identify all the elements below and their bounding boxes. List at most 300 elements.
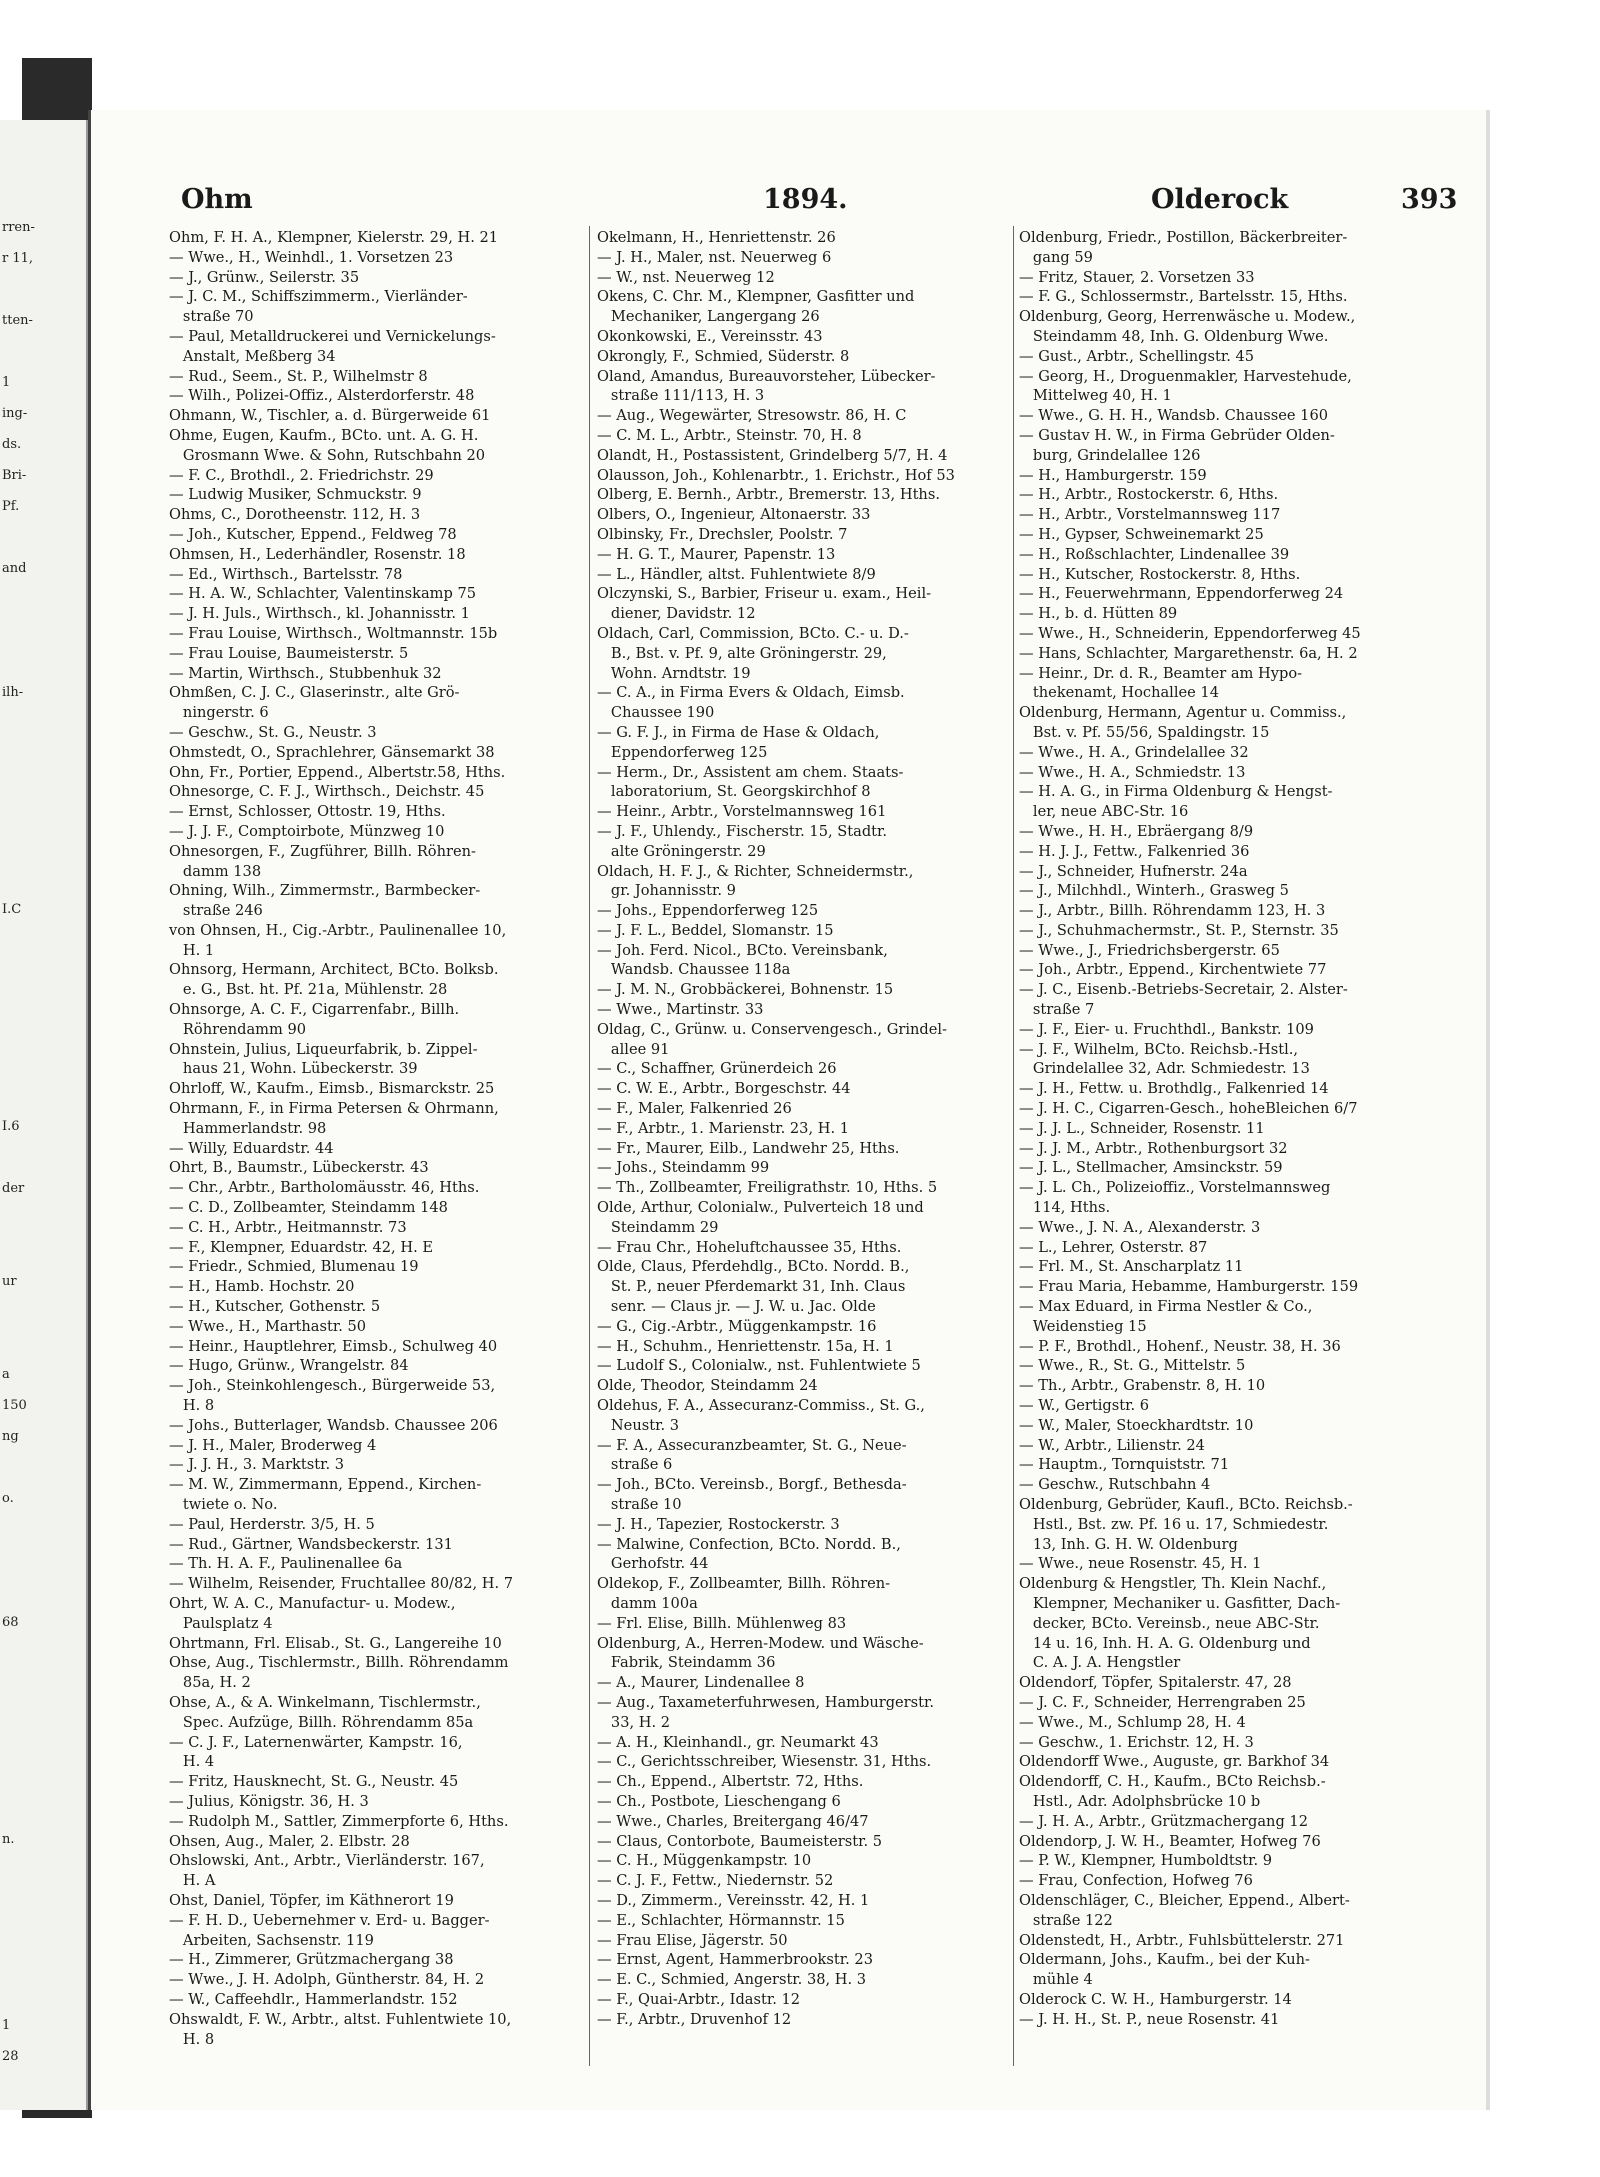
directory-entry-line: haus 21, Wohn. Lübeckerstr. 39	[169, 1060, 418, 1078]
directory-entry-line: Anstalt, Meßberg 34	[169, 347, 336, 365]
directory-entry-line: — Ch., Postbote, Lieschengang 6	[597, 1792, 841, 1810]
directory-entry-line: — E., Schlachter, Hörmannstr. 15	[597, 1911, 845, 1929]
directory-entry-line: Oldenschläger, C., Bleicher, Eppend., Albert-	[1019, 1891, 1350, 1909]
margin-fragment: a	[2, 1367, 10, 1382]
margin-fragment: n.	[2, 1832, 15, 1847]
directory-entry-line: — J. L. Ch., Polizeioffiz., Vorstelmannsweg	[1019, 1179, 1331, 1197]
directory-entry-line: — Wilhelm, Reisender, Fruchtallee 80/82, H. 7	[169, 1575, 514, 1593]
directory-entry-line: Ohnsorg, Hermann, Architect, BCto. Bolksb.	[169, 961, 499, 979]
directory-entry-line: Oldag, C., Grünw. u. Conservengesch., Grindel-	[597, 1020, 947, 1038]
directory-entry-line: — P. F., Brothdl., Hohenf., Neustr. 38, H. 36	[1019, 1337, 1341, 1355]
directory-entry-line: H. 8	[169, 2030, 215, 2048]
directory-entry-line: — Fritz, Stauer, 2. Vorsetzen 33	[1019, 268, 1255, 286]
page-number: 393	[1401, 184, 1458, 215]
directory-entry-line: Oldenburg, Hermann, Agentur u. Commiss.,	[1019, 704, 1347, 722]
directory-entry-line: Grosmann Wwe. & Sohn, Rutschbahn 20	[169, 446, 486, 464]
column-rule	[1013, 226, 1014, 2066]
directory-entry-line: — Ed., Wirthsch., Bartelsstr. 78	[169, 565, 403, 583]
directory-entry-line: — Ernst, Agent, Hammerbrookstr. 23	[597, 1951, 873, 1969]
directory-entry-line: diener, Davidstr. 12	[597, 605, 756, 623]
directory-entry-line: Ohme, Eugen, Kaufm., BCto. unt. A. G. H.	[169, 426, 479, 444]
directory-entry-line: — Joh., Kutscher, Eppend., Feldweg 78	[169, 525, 457, 543]
directory-entry-line: — Willy, Eduardstr. 44	[169, 1139, 334, 1157]
margin-fragment: ur	[2, 1274, 17, 1289]
directory-entry-line: Oldach, H. F. J., & Richter, Schneidermstr.,	[597, 862, 914, 880]
directory-entry-line: Ohslowski, Ant., Arbtr., Vierländerstr. 167,	[169, 1852, 485, 1870]
directory-entry-line: — Wwe., J. H. Adolph, Güntherstr. 84, H. 2	[169, 1971, 485, 1989]
directory-entry-line: — Malwine, Confection, BCto. Nordd. B.,	[597, 1535, 901, 1553]
directory-entry-line: Ohswaldt, F. W., Arbtr., altst. Fuhlentwiete 10,	[169, 2010, 512, 2028]
directory-entry-line: Olberg, E. Bernh., Arbtr., Bremerstr. 13, Hths.	[597, 486, 940, 504]
column-2	[597, 228, 1012, 2030]
directory-entry-line: — Julius, Königstr. 36, H. 3	[169, 1792, 369, 1810]
directory-entry-line: Oland, Amandus, Bureauvorsteher, Lübecker-	[597, 367, 936, 385]
directory-entry-line: Ohnstein, Julius, Liqueurfabrik, b. Zippel-	[169, 1040, 478, 1058]
margin-fragment: Bri-	[2, 468, 27, 483]
directory-entry-line: — Rudolph M., Sattler, Zimmerpforte 6, Hths.	[169, 1812, 509, 1830]
directory-entry-line: — C. A., in Firma Evers & Oldach, Eimsb.	[597, 684, 905, 702]
directory-entry-line: — J., Schneider, Hufnerstr. 24a	[1019, 862, 1248, 880]
margin-fragment: 1	[2, 375, 11, 390]
directory-entry-line: Röhrendamm 90	[169, 1020, 307, 1038]
directory-entry-line: — H., Schuhm., Henriettenstr. 15a, H. 1	[597, 1337, 894, 1355]
directory-entry-line: Oldehus, F. A., Assecuranz-Commiss., St. G.,	[597, 1397, 925, 1415]
directory-entry-line: ler, neue ABC-Str. 16	[1019, 803, 1189, 821]
directory-entry-line: decker, BCto. Vereinsb., neue ABC-Str.	[1019, 1614, 1320, 1632]
directory-entry-line: — Wwe., J., Friedrichsbergerstr. 65	[1019, 941, 1280, 959]
directory-entry-line: — Wwe., H., Schneiderin, Eppendorferweg 45	[1019, 624, 1361, 642]
directory-entry-line: — W., Gertigstr. 6	[1019, 1397, 1150, 1415]
directory-entry-line: Ohrmann, F., in Firma Petersen & Ohrmann,	[169, 1100, 499, 1118]
directory-entry-line: Grindelallee 32, Adr. Schmiedestr. 13	[1019, 1060, 1310, 1078]
directory-entry-line: — Georg, H., Droguenmakler, Harvestehude,	[1019, 367, 1352, 385]
directory-entry-line: — Joh., Steinkohlengesch., Bürgerweide 53,	[169, 1377, 496, 1395]
directory-entry-line: — Johs., Steindamm 99	[597, 1159, 770, 1177]
directory-entry-line: — Frau Elise, Jägerstr. 50	[597, 1931, 788, 1949]
directory-entry-line: Oldenburg, Georg, Herrenwäsche u. Modew.,	[1019, 308, 1356, 326]
directory-entry-line: — Chr., Arbtr., Bartholomäusstr. 46, Hths.	[169, 1179, 480, 1197]
directory-entry-line: Ohnesorge, C. F. J., Wirthsch., Deichstr. 45	[169, 783, 485, 801]
directory-entry-line: — J. H., Tapezier, Rostockerstr. 3	[597, 1515, 840, 1533]
directory-entry-line: — J. F., Wilhelm, BCto. Reichsb.-Hstl.,	[1019, 1040, 1299, 1058]
directory-entry-line: 13, Inh. G. H. W. Oldenburg	[1019, 1535, 1238, 1553]
margin-fragment: ng	[2, 1429, 19, 1444]
directory-entry-line: — Wwe., Martinstr. 33	[597, 1001, 764, 1019]
directory-entry-line: — H., Zimmerer, Grützmachergang 38	[169, 1951, 454, 1969]
directory-entry-line: 14 u. 16, Inh. H. A. G. Oldenburg und	[1019, 1634, 1311, 1652]
directory-entry-line: e. G., Bst. ht. Pf. 21a, Mühlenstr. 28	[169, 981, 448, 999]
directory-entry-line: C. A. J. A. Hengstler	[1019, 1654, 1181, 1672]
directory-entry-line: Bst. v. Pf. 55/56, Spaldingstr. 15	[1019, 723, 1270, 741]
directory-entry-line: Arbeiten, Sachsenstr. 119	[169, 1931, 374, 1949]
directory-entry-line: — Frl. Elise, Billh. Mühlenweg 83	[597, 1614, 847, 1632]
directory-entry-line: — Rud., Seem., St. P., Wilhelmstr 8	[169, 367, 428, 385]
directory-entry-line: — Fritz, Hausknecht, St. G., Neustr. 45	[169, 1773, 459, 1791]
directory-entry-line: — Geschw., Rutschbahn 4	[1019, 1476, 1211, 1494]
column-rule	[589, 226, 590, 2066]
directory-entry-line: — Friedr., Schmied, Blumenau 19	[169, 1258, 419, 1276]
directory-entry-line: Oldenburg, A., Herren-Modew. und Wäsche-	[597, 1634, 924, 1652]
directory-entry-line: Fabrik, Steindamm 36	[597, 1654, 776, 1672]
directory-entry-line: — C. W. E., Arbtr., Borgeschstr. 44	[597, 1080, 851, 1098]
directory-entry-line: — J. H., Maler, nst. Neuerweg 6	[597, 248, 832, 266]
directory-entry-line: — Hugo, Grünw., Wrangelstr. 84	[169, 1357, 409, 1375]
directory-entry-line: — Heinr., Arbtr., Vorstelmannsweg 161	[597, 803, 887, 821]
directory-entry-line: Ohst, Daniel, Töpfer, im Käthnerort 19	[169, 1891, 454, 1909]
directory-entry-line: Ohsen, Aug., Maler, 2. Elbstr. 28	[169, 1832, 410, 1850]
directory-entry-line: Okelmann, H., Henriettenstr. 26	[597, 229, 836, 246]
page-header	[91, 184, 1486, 224]
directory-entry-line: — J. J. F., Comptoirbote, Münzweg 10	[169, 822, 445, 840]
directory-entry-line: Olde, Theodor, Steindamm 24	[597, 1377, 818, 1395]
directory-entry-line: straße 246	[169, 902, 263, 920]
margin-fragment: I.6	[2, 1119, 20, 1134]
directory-entry-line: — H., Kutscher, Gothenstr. 5	[169, 1298, 381, 1316]
directory-entry-line: thekenamt, Hochallee 14	[1019, 684, 1219, 702]
directory-entry-line: Wandsb. Chaussee 118a	[597, 961, 791, 979]
directory-entry-line: Gerhofstr. 44	[597, 1555, 709, 1573]
directory-entry-line: — Ch., Eppend., Albertstr. 72, Hths.	[597, 1773, 864, 1791]
directory-entry-line: Oldendorff Wwe., Auguste, gr. Barkhof 34	[1019, 1753, 1330, 1771]
directory-entry-line: Olandt, H., Postassistent, Grindelberg 5/7, H. 4	[597, 446, 948, 464]
directory-entry-line: — Hauptm., Tornquiststr. 71	[1019, 1456, 1230, 1474]
directory-entry-line: Klempner, Mechaniker u. Gasfitter, Dach-	[1019, 1594, 1341, 1612]
directory-entry-line: — G. F. J., in Firma de Hase & Oldach,	[597, 723, 880, 741]
directory-entry-line: — Wwe., H., Weinhdl., 1. Vorsetzen 23	[169, 248, 454, 266]
directory-entry-line: — J. H. Juls., Wirthsch., kl. Johannisstr. 1	[169, 605, 470, 623]
directory-entry-line: Olde, Arthur, Colonialw., Pulverteich 18 und	[597, 1199, 924, 1217]
directory-entry-line: — C., Schaffner, Grünerdeich 26	[597, 1060, 837, 1078]
directory-entry-line: — J. J. M., Arbtr., Rothenburgsort 32	[1019, 1139, 1288, 1157]
directory-entry-line: — Heinr., Dr. d. R., Beamter am Hypo-	[1019, 664, 1303, 682]
directory-entry-line: — F. H. D., Uebernehmer v. Erd- u. Bagger-	[169, 1911, 490, 1929]
directory-entry-line: Oldach, Carl, Commission, BCto. C.- u. D.-	[597, 624, 909, 642]
directory-entry-line: alte Gröningerstr. 29	[597, 842, 766, 860]
directory-entry-line: — Martin, Wirthsch., Stubbenhuk 32	[169, 664, 442, 682]
directory-entry-line: — C. H., Müggenkampstr. 10	[597, 1852, 812, 1870]
directory-entry-line: — C. D., Zollbeamter, Steindamm 148	[169, 1199, 448, 1217]
directory-entry-line: — Wwe., H. A., Grindelallee 32	[1019, 743, 1249, 761]
directory-entry-line: Wohn. Arndtstr. 19	[597, 664, 751, 682]
directory-entry-line: — P. W., Klempner, Humboldtstr. 9	[1019, 1852, 1273, 1870]
directory-entry-line: — F., Quai-Arbtr., Idastr. 12	[597, 1990, 801, 2008]
column-1	[169, 228, 579, 2049]
directory-entry-line: — W., Caffeehdlr., Hammerlandstr. 152	[169, 1990, 458, 2008]
margin-fragment: 150	[2, 1398, 27, 1413]
directory-entry-line: — J. F. L., Beddel, Slomanstr. 15	[597, 921, 834, 939]
directory-entry-line: — F., Arbtr., 1. Marienstr. 23, H. 1	[597, 1119, 850, 1137]
directory-entry-line: von Ohnsen, H., Cig.-Arbtr., Paulinenallee 10,	[169, 921, 507, 939]
directory-entry-line: Oldermann, Johs., Kaufm., bei der Kuh-	[1019, 1951, 1310, 1969]
directory-entry-line: — H., b. d. Hütten 89	[1019, 605, 1178, 623]
header-left-word: Ohm	[181, 184, 253, 215]
directory-entry-line: Olczynski, S., Barbier, Friseur u. exam., Heil-	[597, 585, 932, 603]
directory-entry-line: Okens, C. Chr. M., Klempner, Gasfitter und	[597, 288, 915, 306]
directory-entry-line: Oldenstedt, H., Arbtr., Fuhlsbüttelerstr. 271	[1019, 1931, 1345, 1949]
directory-entry-line: Olde, Claus, Pferdehdlg., BCto. Nordd. B.,	[597, 1258, 910, 1276]
previous-page-margin	[0, 120, 88, 2110]
directory-entry-line: — Wwe., neue Rosenstr. 45, H. 1	[1019, 1555, 1262, 1573]
directory-entry-line: — Fr., Maurer, Eilb., Landwehr 25, Hths.	[597, 1139, 900, 1157]
directory-entry-line: Okonkowski, E., Vereinsstr. 43	[597, 327, 823, 345]
directory-entry-line: — Geschw., St. G., Neustr. 3	[169, 723, 377, 741]
directory-entry-line: — Paul, Herderstr. 3/5, H. 5	[169, 1515, 375, 1533]
directory-entry-line: — G., Cig.-Arbtr., Müggenkampstr. 16	[597, 1317, 877, 1335]
directory-entry-line: Eppendorferweg 125	[597, 743, 768, 761]
directory-entry-line: — Joh. Ferd. Nicol., BCto. Vereinsbank,	[597, 941, 888, 959]
directory-entry-line: — J. H., Maler, Broderweg 4	[169, 1436, 377, 1454]
directory-entry-line: — Geschw., 1. Erichstr. 12, H. 3	[1019, 1733, 1254, 1751]
directory-entry-line: — W., nst. Neuerweg 12	[597, 268, 775, 286]
margin-fragment: rren-	[2, 220, 35, 235]
directory-entry-line: straße 122	[1019, 1911, 1113, 1929]
directory-entry-line: — J. F., Eier- u. Fruchthdl., Bankstr. 109	[1019, 1020, 1314, 1038]
directory-entry-line: Oldenburg, Friedr., Postillon, Bäckerbreiter-	[1019, 229, 1348, 246]
margin-fragment: 28	[2, 2049, 19, 2064]
directory-entry-line: burg, Grindelallee 126	[1019, 446, 1201, 464]
directory-entry-line: Ohmßen, C. J. C., Glaserinstr., alte Grö-	[169, 684, 460, 702]
directory-entry-line: — J. H. A., Arbtr., Grützmachergang 12	[1019, 1812, 1309, 1830]
directory-entry-line: — J. C., Eisenb.-Betriebs-Secretair, 2. Alster-	[1019, 981, 1348, 999]
directory-entry-line: — J. H. C., Cigarren-Gesch., hoheBleichen 6/7	[1019, 1100, 1358, 1118]
directory-entry-line: — J., Schuhmachermstr., St. P., Sternstr. 35	[1019, 921, 1339, 939]
directory-entry-line: — Aug., Taxameterfuhrwesen, Hamburgerstr.	[597, 1693, 935, 1711]
directory-entry-line: — Wwe., M., Schlump 28, H. 4	[1019, 1713, 1246, 1731]
directory-entry-line: — Max Eduard, in Firma Nestler & Co.,	[1019, 1298, 1313, 1316]
directory-entry-line: damm 100a	[597, 1594, 698, 1612]
directory-entry-line: — J. H., Fettw. u. Brothdlg., Falkenried 14	[1019, 1080, 1329, 1098]
directory-entry-line: — D., Zimmerm., Vereinsstr. 42, H. 1	[597, 1891, 870, 1909]
directory-entry-line: Weidenstieg 15	[1019, 1317, 1147, 1335]
directory-entry-line: Ohrt, W. A. C., Manufactur- u. Modew.,	[169, 1594, 456, 1612]
directory-entry-line: — C. J. F., Fettw., Niedernstr. 52	[597, 1872, 834, 1890]
margin-fragment: and	[2, 561, 27, 576]
directory-entry-line: — W., Arbtr., Lilienstr. 24	[1019, 1436, 1205, 1454]
directory-entry-line: — J., Grünw., Seilerstr. 35	[169, 268, 360, 286]
directory-entry-line: — C. H., Arbtr., Heitmannstr. 73	[169, 1218, 407, 1236]
directory-entry-line: Ohse, A., & A. Winkelmann, Tischlermstr.,	[169, 1693, 481, 1711]
directory-entry-line: Olbinsky, Fr., Drechsler, Poolstr. 7	[597, 525, 848, 543]
margin-fragment: 68	[2, 1615, 19, 1630]
directory-entry-line: — F. G., Schlossermstr., Bartelsstr. 15, Hths.	[1019, 288, 1348, 306]
directory-entry-line: — F., Arbtr., Druvenhof 12	[597, 2010, 792, 2028]
directory-entry-line: Oldendorf, Töpfer, Spitalerstr. 47, 28	[1019, 1674, 1292, 1692]
margin-fragment: I.C	[2, 902, 22, 917]
directory-entry-line: — F. A., Assecuranzbeamter, St. G., Neue-	[597, 1436, 907, 1454]
directory-entry-line: 85a, H. 2	[169, 1674, 251, 1692]
directory-entry-line: Oldekop, F., Zollbeamter, Billh. Röhren-	[597, 1575, 891, 1593]
directory-entry-line: — Frl. M., St. Anscharplatz 11	[1019, 1258, 1244, 1276]
directory-entry-line: — Johs., Eppendorferweg 125	[597, 902, 819, 920]
margin-fragment: der	[2, 1181, 25, 1196]
directory-entry-line: Hstl., Adr. Adolphsbrücke 10 b	[1019, 1792, 1261, 1810]
directory-entry-line: gang 59	[1019, 248, 1093, 266]
directory-page	[88, 110, 1486, 2110]
directory-entry-line: Mittelweg 40, H. 1	[1019, 387, 1172, 405]
directory-entry-line: — Rud., Gärtner, Wandsbeckerstr. 131	[169, 1535, 453, 1553]
directory-entry-line: — C., Gerichtsschreiber, Wiesenstr. 31, Hths.	[597, 1753, 932, 1771]
directory-entry-line: — F., Klempner, Eduardstr. 42, H. E	[169, 1238, 433, 1256]
directory-entry-line: — J. C. F., Schneider, Herrengraben 25	[1019, 1693, 1306, 1711]
directory-entry-line: — H. J. J., Fettw., Falkenried 36	[1019, 842, 1250, 860]
directory-entry-line: — Wwe., G. H. H., Wandsb. Chaussee 160	[1019, 407, 1329, 425]
directory-entry-line: — E. C., Schmied, Angerstr. 38, H. 3	[597, 1971, 867, 1989]
directory-entry-line: — H. A. G., in Firma Oldenburg & Hengst-	[1019, 783, 1333, 801]
directory-entry-line: — Wwe., J. N. A., Alexanderstr. 3	[1019, 1218, 1261, 1236]
directory-entry-line: 33, H. 2	[597, 1713, 671, 1731]
directory-entry-line: Oldenburg, Gebrüder, Kaufl., BCto. Reichsb.-	[1019, 1496, 1353, 1513]
directory-entry-line: — H., Hamburgerstr. 159	[1019, 466, 1207, 484]
directory-entry-line: Ohrtmann, Frl. Elisab., St. G., Langereihe 10	[169, 1634, 502, 1652]
directory-entry-line: — Wwe., H. A., Schmiedstr. 13	[1019, 763, 1246, 781]
directory-entry-line: — H., Feuerwehrmann, Eppendorferweg 24	[1019, 585, 1344, 603]
directory-entry-line: — Herm., Dr., Assistent am chem. Staats-	[597, 763, 904, 781]
directory-entry-line: Oldendorff, C. H., Kaufm., BCto Reichsb.-	[1019, 1773, 1326, 1791]
directory-entry-line: — Hans, Schlachter, Margarethenstr. 6a, H. 2	[1019, 644, 1358, 662]
margin-fragment: ilh-	[2, 685, 24, 700]
directory-entry-line: Steindamm 48, Inh. G. Oldenburg Wwe.	[1019, 327, 1329, 345]
directory-entry-line: ningerstr. 6	[169, 704, 269, 722]
directory-entry-line: Steindamm 29	[597, 1218, 719, 1236]
directory-entry-line: — Ernst, Schlosser, Ottostr. 19, Hths.	[169, 803, 446, 821]
directory-entry-line: H. 8	[169, 1397, 215, 1415]
directory-entry-line: Ohmstedt, O., Sprachlehrer, Gänsemarkt 38	[169, 743, 495, 761]
directory-entry-line: Hstl., Bst. zw. Pf. 16 u. 17, Schmiedestr.	[1019, 1515, 1329, 1533]
directory-entry-line: — C. J. F., Laternenwärter, Kampstr. 16,	[169, 1733, 463, 1751]
directory-entry-line: Ohning, Wilh., Zimmermstr., Barmbecker-	[169, 882, 481, 900]
directory-entry-line: — Wwe., H., Marthastr. 50	[169, 1317, 367, 1335]
directory-entry-line: — H., Arbtr., Vorstelmannsweg 117	[1019, 506, 1281, 524]
directory-entry-line: Ohrt, B., Baumstr., Lübeckerstr. 43	[169, 1159, 429, 1177]
directory-entry-line: mühle 4	[1019, 1971, 1093, 1989]
directory-entry-line: — J. C. M., Schiffszimmerm., Vierländer-	[169, 288, 468, 306]
directory-entry-line: H. 1	[169, 941, 215, 959]
directory-entry-line: allee 91	[597, 1040, 670, 1058]
directory-entry-line: Ohn, Fr., Portier, Eppend., Albertstr.58, Hths.	[169, 763, 506, 781]
directory-entry-line: Okrongly, F., Schmied, Süderstr. 8	[597, 347, 850, 365]
directory-entry-line: Ohnesorgen, F., Zugführer, Billh. Röhren-	[169, 842, 476, 860]
directory-entry-line: gr. Johannisstr. 9	[597, 882, 736, 900]
directory-entry-line: — Heinr., Hauptlehrer, Eimsb., Schulweg 40	[169, 1337, 498, 1355]
directory-entry-line: — J. M. N., Grobbäckerei, Bohnenstr. 15	[597, 981, 894, 999]
directory-entry-line: Oldenburg & Hengstler, Th. Klein Nachf.,	[1019, 1575, 1327, 1593]
directory-entry-line: — Ludolf S., Colonialw., nst. Fuhlentwiete 5	[597, 1357, 921, 1375]
directory-entry-line: Chaussee 190	[597, 704, 715, 722]
directory-entry-line: Ohrloff, W., Kaufm., Eimsb., Bismarckstr. 25	[169, 1080, 495, 1098]
directory-entry-line: — Th., Zollbeamter, Freiligrathstr. 10, Hths. 5	[597, 1179, 938, 1197]
directory-entry-line: straße 10	[597, 1496, 682, 1513]
directory-entry-line: — Gust., Arbtr., Schellingstr. 45	[1019, 347, 1255, 365]
header-right-word: Olderock	[1151, 184, 1289, 215]
directory-entry-line: — Ludwig Musiker, Schmuckstr. 9	[169, 486, 422, 504]
directory-entry-line: — Wilh., Polizei-Offiz., Alsterdorferstr. 48	[169, 387, 475, 405]
directory-entry-line: — H., Gypser, Schweinemarkt 25	[1019, 525, 1264, 543]
directory-entry-line: — L., Lehrer, Osterstr. 87	[1019, 1238, 1208, 1256]
margin-fragment: tten-	[2, 313, 33, 328]
margin-fragment: r 11,	[2, 251, 34, 266]
directory-entry-line: Olausson, Joh., Kohlenarbtr., 1. Erichstr., Hof 53	[597, 466, 955, 484]
directory-entry-line: — Th., Arbtr., Grabenstr. 8, H. 10	[1019, 1377, 1266, 1395]
margin-fragment: Pf.	[2, 499, 20, 514]
directory-entry-line: — Frau Chr., Hoheluftchaussee 35, Hths.	[597, 1238, 902, 1256]
directory-entry-line: laboratorium, St. Georgskirchhof 8	[597, 783, 871, 801]
directory-entry-line: — F. C., Brothdl., 2. Friedrichstr. 29	[169, 466, 434, 484]
directory-entry-line: — F., Maler, Falkenried 26	[597, 1100, 792, 1118]
directory-entry-line: — C. M. L., Arbtr., Steinstr. 70, H. 8	[597, 426, 862, 444]
margin-fragment: o.	[2, 1491, 14, 1506]
directory-entry-line: — Wwe., R., St. G., Mittelstr. 5	[1019, 1357, 1246, 1375]
directory-entry-line: — Aug., Wegewärter, Stresowstr. 86, H. C	[597, 407, 907, 425]
directory-entry-line: B., Bst. v. Pf. 9, alte Gröningerstr. 29,	[597, 644, 887, 662]
directory-entry-line: — H., Kutscher, Rostockerstr. 8, Hths.	[1019, 565, 1301, 583]
directory-entry-line: Olbers, O., Ingenieur, Altonaerstr. 33	[597, 506, 871, 524]
column-3	[1019, 228, 1439, 2030]
directory-entry-line: — Joh., BCto. Vereinsb., Borgf., Bethesda-	[597, 1476, 907, 1494]
directory-entry-line: — H., Roßschlachter, Lindenallee 39	[1019, 545, 1290, 563]
directory-entry-line: — Frau Maria, Hebamme, Hamburgerstr. 159	[1019, 1278, 1359, 1296]
margin-fragment: ds.	[2, 437, 22, 452]
directory-entry-line: — H., Hamb. Hochstr. 20	[169, 1278, 355, 1296]
directory-entry-line: — W., Maler, Stoeckhardtstr. 10	[1019, 1416, 1254, 1434]
directory-entry-line: — J. J. H., 3. Marktstr. 3	[169, 1456, 345, 1474]
directory-entry-line: — J. L., Stellmacher, Amsinckstr. 59	[1019, 1159, 1283, 1177]
directory-entry-line: — H. A. W., Schlachter, Valentinskamp 75	[169, 585, 477, 603]
directory-entry-line: Ohmann, W., Tischler, a. d. Bürgerweide 61	[169, 407, 491, 425]
directory-entry-line: — L., Händler, altst. Fuhlentwiete 8/9	[597, 565, 876, 583]
directory-entry-line: St. P., neuer Pferdemarkt 31, Inh. Claus	[597, 1278, 906, 1296]
directory-entry-line: Ohm, F. H. A., Klempner, Kielerstr. 29, H. 21	[169, 229, 499, 246]
directory-entry-line: H. A	[169, 1872, 216, 1890]
directory-entry-line: Oldendorp, J. W. H., Beamter, Hofweg 76	[1019, 1832, 1321, 1850]
margin-fragment: 1	[2, 2018, 11, 2033]
directory-entry-line: Paulsplatz 4	[169, 1614, 273, 1632]
directory-entry-line: straße 111/113, H. 3	[597, 387, 765, 405]
directory-entry-line: — J. F., Uhlendy., Fischerstr. 15, Stadtr.	[597, 822, 888, 840]
directory-entry-line: — Joh., Arbtr., Eppend., Kirchentwiete 77	[1019, 961, 1327, 979]
directory-entry-line: — Frau, Confection, Hofweg 76	[1019, 1872, 1253, 1890]
directory-entry-line: Hammerlandstr. 98	[169, 1119, 327, 1137]
directory-entry-line: damm 138	[169, 862, 262, 880]
directory-entry-line: straße 6	[597, 1456, 673, 1474]
directory-entry-line: 114, Hths.	[1019, 1199, 1111, 1217]
directory-entry-line: — Wwe., Charles, Breitergang 46/47	[597, 1812, 869, 1830]
directory-entry-line: Ohmsen, H., Lederhändler, Rosenstr. 18	[169, 545, 466, 563]
directory-entry-line: straße 7	[1019, 1001, 1095, 1019]
directory-entry-line: — M. W., Zimmermann, Eppend., Kirchen-	[169, 1476, 482, 1494]
directory-entry-line: — Frau Louise, Baumeisterstr. 5	[169, 644, 409, 662]
margin-fragment: ing-	[2, 406, 28, 421]
directory-entry-line: Ohnsorge, A. C. F., Cigarrenfabr., Billh.	[169, 1001, 460, 1019]
directory-entry-line: — A., Maurer, Lindenallee 8	[597, 1674, 805, 1692]
directory-entry-line: Mechaniker, Langergang 26	[597, 308, 820, 326]
directory-entry-line: — Paul, Metalldruckerei und Vernickelungs-	[169, 327, 496, 345]
directory-entry-line: — H. G. T., Maurer, Papenstr. 13	[597, 545, 836, 563]
directory-entry-line: — H., Arbtr., Rostockerstr. 6, Hths.	[1019, 486, 1279, 504]
directory-entry-line: — A. H., Kleinhandl., gr. Neumarkt 43	[597, 1733, 879, 1751]
directory-entry-line: — Th. H. A. F., Paulinenallee 6a	[169, 1555, 403, 1573]
directory-entry-line: — Johs., Butterlager, Wandsb. Chaussee 206	[169, 1416, 498, 1434]
directory-entry-line: twiete o. No.	[169, 1496, 278, 1513]
directory-entry-line: — J., Arbtr., Billh. Röhrendamm 123, H. 3	[1019, 902, 1326, 920]
directory-entry-line: — J. J. L., Schneider, Rosenstr. 11	[1019, 1119, 1265, 1137]
directory-entry-line: — Wwe., H. H., Ebräergang 8/9	[1019, 822, 1254, 840]
directory-entry-line: — Claus, Contorbote, Baumeisterstr. 5	[597, 1832, 883, 1850]
directory-entry-line: — J., Milchhdl., Winterh., Grasweg 5	[1019, 882, 1289, 900]
directory-entry-line: Ohms, C., Dorotheenstr. 112, H. 3	[169, 506, 421, 524]
header-year: 1894.	[763, 184, 848, 215]
directory-entry-line: — Frau Louise, Wirthsch., Woltmannstr. 15b	[169, 624, 498, 642]
directory-entry-line: straße 70	[169, 308, 254, 326]
